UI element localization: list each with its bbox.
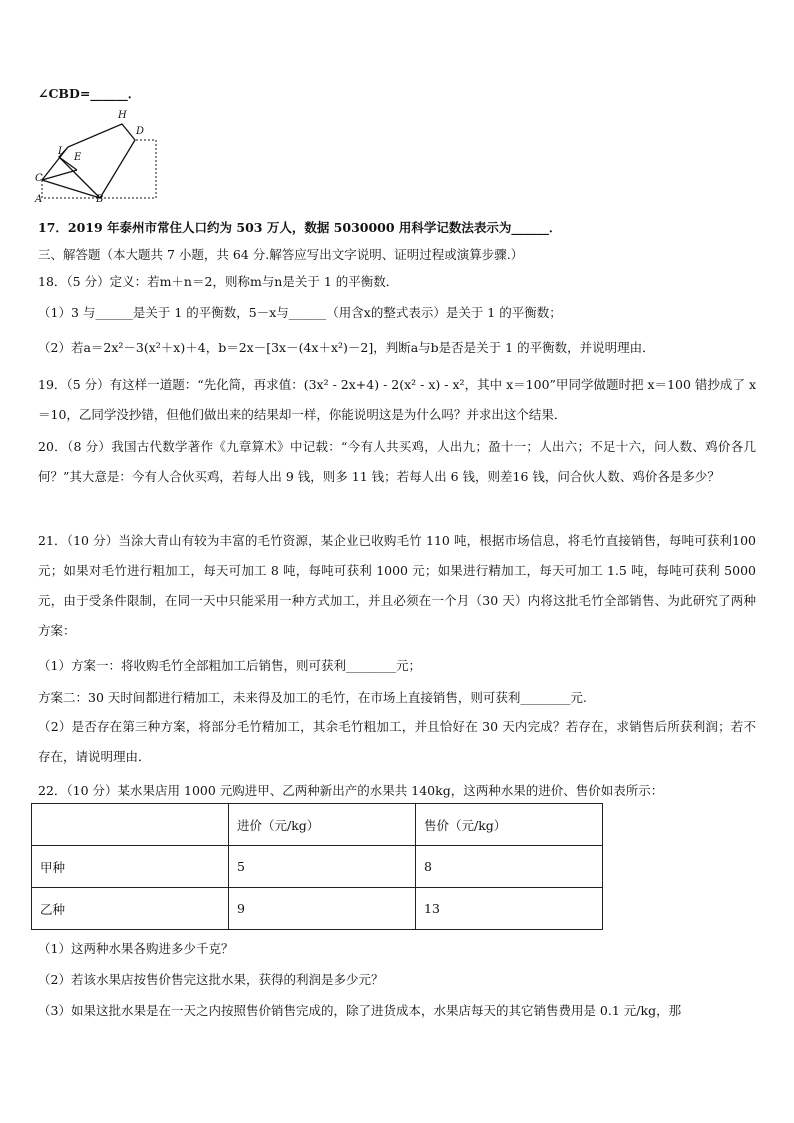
- question-22-part3: （3）如果这批水果是在一天之内按照售价销售完成的，除了进货成本，水果店每天的其它销售费用是 0.1 元/kg，那: [38, 1003, 682, 1018]
- table-header-row: [32, 804, 603, 846]
- figure-solid-lines: [42, 124, 135, 198]
- question-21-part1: （1）方案一：将收购毛竹全部粗加工后销售，则可获利________元；: [38, 658, 421, 673]
- question-17: 17．2019 年泰州市常住人口约为 503 万人，数据 5030000 用科学记数法表示为______．: [38, 220, 562, 235]
- table-row: [32, 846, 603, 888]
- table-cell: 甲种: [32, 846, 229, 888]
- table-header-cell: 进价（元/kg）: [229, 804, 416, 846]
- label-e: E: [74, 152, 82, 163]
- table-cell: 9: [229, 888, 416, 930]
- table-row: [32, 888, 603, 930]
- question-22: 22．（10 分）某水果店用 1000 元购进甲、乙两种新出产的水果共 140kg，这两种水果的进价、售价如表所示：: [38, 783, 664, 798]
- question-22-part2: （2）若该水果店按售价售完这批水果，获得的利润是多少元？: [38, 972, 384, 987]
- label-c: C: [35, 173, 43, 184]
- question-18-part2: （2）若a＝2x²－3(x²＋x)＋4，b＝2x－[3x－(4x＋x²)－2]，判断a与b是否是关于 1 的平衡数，并说明理由．: [38, 340, 655, 355]
- table-cell: 8: [416, 846, 603, 888]
- label-i: I: [58, 146, 62, 157]
- label-d: D: [136, 126, 145, 137]
- label-a: A: [35, 194, 43, 202]
- table-header-cell: [32, 804, 229, 846]
- table-cell: 乙种: [32, 888, 229, 930]
- price-table: [31, 803, 603, 930]
- question-21-part2: （2）是否存在第三种方案，将部分毛竹精加工，其余毛竹粗加工，并且恰好在 30 天内完成？若存在，求销售后所获利润；若不存在，请说明理由．: [38, 719, 756, 764]
- table-header-cell: 售价（元/kg）: [416, 804, 603, 846]
- question-21-plan2: 方案二：30 天时间都进行精加工，未来得及加工的毛竹，在市场上直接销售，则可获利________元.: [38, 690, 587, 705]
- label-h: H: [118, 110, 127, 121]
- label-b: B: [96, 194, 104, 202]
- question-18: 18．（5 分）定义：若m＋n＝2，则称m与n是关于 1 的平衡数．: [38, 274, 399, 289]
- table-cell: 13: [416, 888, 603, 930]
- geometry-figure: [32, 106, 162, 202]
- question-19: 19．（5 分）有这样一道题：“先化简，再求值：(3x² - 2x+4) - 2(x² - x) - x²，其中 x＝100”甲同学做题时把 x＝100 错抄成了 x＝10，乙同学没抄错，但他们做出来的结果却一样，你能说明这是为什么吗？并求出这个结果．: [38, 377, 756, 422]
- question-22-part1: （1）这两种水果各购进多少千克？: [38, 941, 234, 956]
- question-20: 20．（8 分）我国古代数学著作《九章算术》中记载：“今有人共买鸡，人出九；盈十一；人出六；不足十六，问人数、鸡价各几何？”其大意是：今有人合伙买鸡，若每人出 9 钱，则多 11 钱；若每人出 6 钱，则差16 钱，问合伙人数、鸡价各是多少？: [38, 439, 756, 484]
- table-cell: 5: [229, 846, 416, 888]
- question-18-part1: （1）3 与______是关于 1 的平衡数，5－x与______（用含x的整式表示）是关于 1 的平衡数；: [38, 305, 562, 320]
- answer-blank-cbd: ∠CBD=______．: [38, 86, 141, 101]
- question-21: 21．（10 分）当涂大青山有较为丰富的毛竹资源，某企业已收购毛竹 110 吨，根据市场信息，将毛竹直接销售，每吨可获利100 元；如果对毛竹进行粗加工，每天可加工 8 吨，每吨可获利 1000 元；如果进行精加工，每天可加工 1.5 吨，每吨可获利 5000 元，由于受条件限制，在同一天中只能采用一种方式加工，并且必须在一个月（30 天）内将这批毛竹全部销售、为此研究了两种方案：: [38, 533, 756, 638]
- section-heading: 三、解答题（本大题共 7 小题，共 64 分.解答应写出文字说明、证明过程或演算步骤.）: [38, 247, 524, 262]
